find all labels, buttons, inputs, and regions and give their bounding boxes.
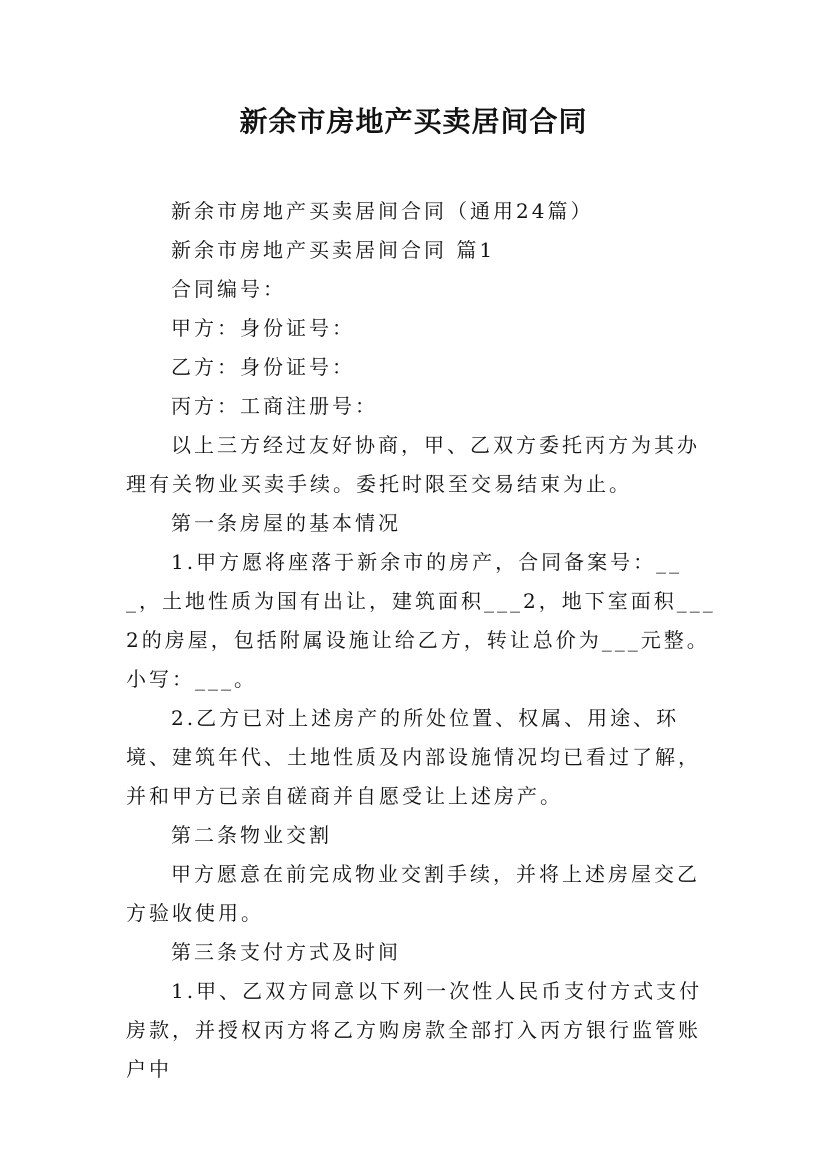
document-body xyxy=(126,192,716,1089)
paragraph-article-one-item-two: 2.乙方已对上述房产的所处位置、权属、用途、环境、建筑年代、土地性质及内部设施情况均已看过了解，并和甲方已亲自磋商并自愿受让上述房产。 xyxy=(126,706,701,808)
paragraph-article-two-heading: 第二条物业交割 xyxy=(171,823,332,847)
paragraph-article-three-item-one: 1.甲、乙双方同意以下列一次性人民币支付方式支付房款，并授权丙方将乙方购房款全部打入丙方银行监管账户中 xyxy=(126,979,703,1081)
paragraph-collection-title: 新余市房地产买卖居间合同（通用24篇） xyxy=(171,199,594,223)
paragraph-article-two-body: 甲方愿意在前完成物业交割手续，并将上述房屋交乙方验收使用。 xyxy=(126,862,700,925)
paragraph-article-one-item-one: 1.甲方愿将座落于新余市的房产，合同备案号：___，土地性质为国有出让，建筑面积___2，地下室面积___2的房屋，包括附属设施让给乙方，转让总价为___元整。小写：___。 xyxy=(126,550,716,691)
paragraph-party-c: 丙方：工商注册号： xyxy=(171,394,378,418)
document-title: 新余市房地产买卖居间合同 xyxy=(239,105,588,138)
paragraph-article-three-heading: 第三条支付方式及时间 xyxy=(171,940,401,964)
paragraph-party-b: 乙方：身份证号： xyxy=(171,355,355,379)
paragraph-party-a: 甲方：身份证号： xyxy=(171,316,355,340)
paragraph-section-heading: 新余市房地产买卖居间合同 篇1 xyxy=(171,238,496,262)
paragraph-contract-number: 合同编号： xyxy=(171,277,286,301)
paragraph-article-one-heading: 第一条房屋的基本情况 xyxy=(171,511,401,535)
paragraph-introduction: 以上三方经过友好协商，甲、乙双方委托丙方为其办理有关物业买卖手续。委托时限至交易结束为止。 xyxy=(126,433,700,496)
